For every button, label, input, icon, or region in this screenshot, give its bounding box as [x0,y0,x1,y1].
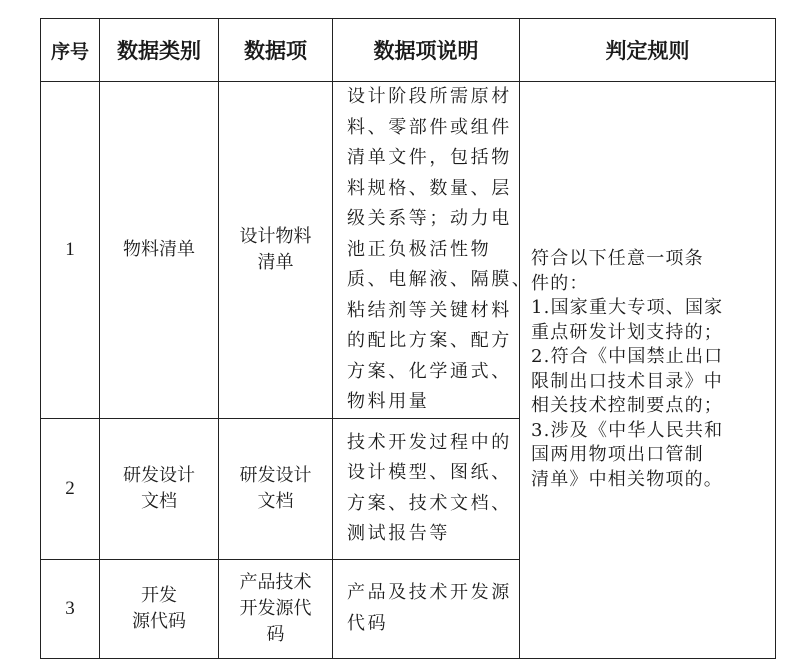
description-line: 方案、化学通式、 [347,360,512,382]
description-line: 设计模型、图纸、 [347,462,512,483]
header-category: 数据类别 [100,19,219,82]
row-number: 1 [41,82,100,419]
rule-line: 符合以下任意一项条 [531,248,704,270]
item-text: 设计物料 [239,225,312,247]
rule-line: 件的： [531,272,589,294]
description-cell [333,559,520,658]
item-cell [219,418,333,559]
data-classification-table [40,18,776,659]
description-line: 物料用量 [347,391,430,412]
item-text: 产品技术 [239,571,312,593]
description-line: 代码 [347,612,389,634]
item-text: 文档 [257,490,294,512]
description-line: 料、零部件或组件 [347,116,512,138]
item-cell [219,82,333,419]
category-cell [100,559,219,658]
table-header-row [41,19,776,82]
category-text: 源代码 [132,610,186,632]
description-cell [333,418,520,559]
description-line: 测试报告等 [347,523,450,544]
description-line: 技术开发过程中的 [347,431,512,453]
rule-line: 2.符合《中国禁止出口 [531,346,724,368]
item-text: 开发源代 [239,597,312,619]
description-line: 方案、技术文档、 [347,492,512,514]
description-text [333,578,519,639]
category-text: 研发设计 [123,464,195,486]
header-item: 数据项 [219,19,333,82]
category-cell [100,418,219,559]
item-cell [219,559,333,658]
category-text: 开发 [141,584,177,606]
description-text [333,82,533,418]
description-text [333,428,519,550]
description-cell [333,82,533,419]
header-rule: 判定规则 [520,19,776,82]
description-line: 质、电解液、隔膜、 [347,269,533,290]
rule-line: 3.涉及《中华人民共和 [531,419,724,441]
rule-line: 国两用物项出口管制 [531,444,704,466]
category-text: 文档 [141,490,177,512]
rule-line: 相关技术控制要点的； [531,395,723,417]
rule-line: 清单》中相关物项的。 [531,468,723,490]
category-text: 物料清单 [123,238,195,260]
description-line: 料规格、数量、层 [347,177,512,199]
rule-text [520,247,775,492]
row-number: 3 [41,559,100,658]
item-text: 研发设计 [239,464,312,486]
rule-cell [520,82,776,659]
table-row [41,82,776,419]
item-text: 码 [266,623,285,645]
item-text: 清单 [257,251,294,273]
category-cell [100,82,219,419]
header-seq: 序号 [41,19,100,82]
description-line: 粘结剂等关键材料 [347,299,512,321]
description-line: 设计阶段所需原材 [347,86,512,107]
description-line: 级关系等；动力电 [347,208,512,229]
rule-line: 1.国家重大专项、国家 [531,297,724,319]
description-line: 池正负极活性物 [347,238,492,260]
rule-line: 限制出口技术目录》中 [531,370,723,392]
header-description: 数据项说明 [333,19,520,82]
description-line: 的配比方案、配方 [347,330,512,351]
row-number: 2 [41,418,100,559]
rule-line: 重点研发计划支持的； [531,321,723,343]
description-line: 清单文件，包括物 [347,147,512,168]
description-line: 产品及技术开发源 [347,582,512,603]
